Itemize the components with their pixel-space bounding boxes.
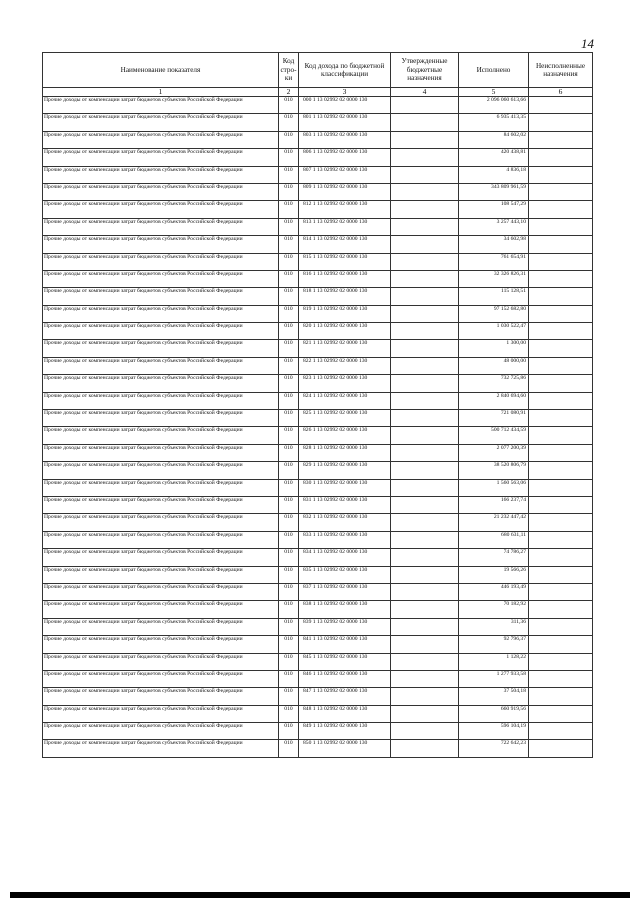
row-name-cell: Прочие доходы от компенсации затрат бюджетов субъектов Российской Федерации <box>43 375 279 392</box>
row-line-code-cell: 010 <box>279 479 299 496</box>
row-approved-cell <box>391 705 459 722</box>
row-line-code-cell: 010 <box>279 201 299 218</box>
row-executed-cell: 166 237,74 <box>459 496 529 513</box>
row-approved-cell <box>391 636 459 653</box>
row-line-code-cell: 010 <box>279 496 299 513</box>
row-income-code-cell: 818 1 13 02992 02 0000 130 <box>299 288 391 305</box>
row-unexecuted-cell <box>529 514 593 531</box>
row-executed-cell: 722 642,23 <box>459 740 529 757</box>
row-line-code-cell: 010 <box>279 514 299 531</box>
row-approved-cell <box>391 131 459 148</box>
row-line-code-cell: 010 <box>279 636 299 653</box>
table-row <box>43 670 593 687</box>
row-name-cell: Прочие доходы от компенсации затрат бюджетов субъектов Российской Федерации <box>43 740 279 757</box>
row-name-cell: Прочие доходы от компенсации затрат бюджетов субъектов Российской Федерации <box>43 270 279 287</box>
row-unexecuted-cell <box>529 723 593 740</box>
row-name-cell: Прочие доходы от компенсации затрат бюджетов субъектов Российской Федерации <box>43 531 279 548</box>
row-income-code-cell: 821 1 13 02992 02 0000 130 <box>299 340 391 357</box>
row-line-code-cell: 010 <box>279 566 299 583</box>
row-name-cell: Прочие доходы от компенсации затрат бюджетов субъектов Российской Федерации <box>43 583 279 600</box>
table-row <box>43 688 593 705</box>
row-executed-cell: 2 840 694,60 <box>459 392 529 409</box>
table-row <box>43 496 593 513</box>
row-income-code-cell: 815 1 13 02992 02 0000 130 <box>299 253 391 270</box>
row-unexecuted-cell <box>529 375 593 392</box>
row-income-code-cell: 833 1 13 02992 02 0000 130 <box>299 531 391 548</box>
table-body <box>43 97 593 758</box>
row-approved-cell <box>391 670 459 687</box>
row-line-code-cell: 010 <box>279 618 299 635</box>
header-name: Наименование показателя <box>43 53 279 88</box>
row-income-code-cell: 838 1 13 02992 02 0000 130 <box>299 601 391 618</box>
row-executed-cell: 1 560 563,06 <box>459 479 529 496</box>
row-executed-cell: 48 000,00 <box>459 357 529 374</box>
header-approved: Утвержденные бюджетные назначения <box>391 53 459 88</box>
row-unexecuted-cell <box>529 201 593 218</box>
row-executed-cell: 420 438,81 <box>459 149 529 166</box>
row-name-cell: Прочие доходы от компенсации затрат бюджетов субъектов Российской Федерации <box>43 670 279 687</box>
row-line-code-cell: 010 <box>279 183 299 200</box>
row-income-code-cell: 846 1 13 02992 02 0000 130 <box>299 670 391 687</box>
row-unexecuted-cell <box>529 427 593 444</box>
row-executed-cell: 660 919,56 <box>459 705 529 722</box>
row-income-code-cell: 819 1 13 02992 02 0000 130 <box>299 305 391 322</box>
row-name-cell: Прочие доходы от компенсации затрат бюджетов субъектов Российской Федерации <box>43 357 279 374</box>
row-line-code-cell: 010 <box>279 392 299 409</box>
row-approved-cell <box>391 253 459 270</box>
column-number-row <box>43 88 593 97</box>
budget-income-table <box>42 52 593 758</box>
row-line-code-cell: 010 <box>279 740 299 757</box>
row-executed-cell: 311,36 <box>459 618 529 635</box>
row-line-code-cell: 010 <box>279 166 299 183</box>
row-executed-cell: 761 654,91 <box>459 253 529 270</box>
row-unexecuted-cell <box>529 236 593 253</box>
row-line-code-cell: 010 <box>279 357 299 374</box>
row-executed-cell: 19 566,26 <box>459 566 529 583</box>
row-name-cell: Прочие доходы от компенсации затрат бюджетов субъектов Российской Федерации <box>43 149 279 166</box>
row-approved-cell <box>391 601 459 618</box>
header-income-code: Код дохода по бюджетной классификации <box>299 53 391 88</box>
row-name-cell: Прочие доходы от компенсации затрат бюджетов субъектов Российской Федерации <box>43 427 279 444</box>
row-name-cell: Прочие доходы от компенсации затрат бюджетов субъектов Российской Федерации <box>43 253 279 270</box>
table-row <box>43 479 593 496</box>
row-name-cell: Прочие доходы от компенсации затрат бюджетов субъектов Российской Федерации <box>43 444 279 461</box>
table-row <box>43 618 593 635</box>
row-executed-cell: 3 257 443,10 <box>459 218 529 235</box>
row-executed-cell: 74 786,27 <box>459 549 529 566</box>
row-unexecuted-cell <box>529 323 593 340</box>
table-row <box>43 583 593 600</box>
row-unexecuted-cell <box>529 410 593 427</box>
row-income-code-cell: 831 1 13 02992 02 0000 130 <box>299 496 391 513</box>
row-unexecuted-cell <box>529 653 593 670</box>
row-approved-cell <box>391 688 459 705</box>
table-row <box>43 392 593 409</box>
row-line-code-cell: 010 <box>279 583 299 600</box>
row-unexecuted-cell <box>529 270 593 287</box>
row-approved-cell <box>391 496 459 513</box>
row-name-cell: Прочие доходы от компенсации затрат бюджетов субъектов Российской Федерации <box>43 636 279 653</box>
row-income-code-cell: 809 1 13 02992 02 0000 130 <box>299 183 391 200</box>
table-row <box>43 566 593 583</box>
row-approved-cell <box>391 166 459 183</box>
row-name-cell: Прочие доходы от компенсации затрат бюджетов субъектов Российской Федерации <box>43 549 279 566</box>
row-income-code-cell: 837 1 13 02992 02 0000 130 <box>299 583 391 600</box>
row-approved-cell <box>391 375 459 392</box>
row-unexecuted-cell <box>529 705 593 722</box>
row-name-cell: Прочие доходы от компенсации затрат бюджетов субъектов Российской Федерации <box>43 201 279 218</box>
row-name-cell: Прочие доходы от компенсации затрат бюджетов субъектов Российской Федерации <box>43 618 279 635</box>
row-name-cell: Прочие доходы от компенсации затрат бюджетов субъектов Российской Федерации <box>43 479 279 496</box>
column-number: 3 <box>299 88 391 97</box>
row-name-cell: Прочие доходы от компенсации затрат бюджетов субъектов Российской Федерации <box>43 114 279 131</box>
row-approved-cell <box>391 549 459 566</box>
table-row <box>43 218 593 235</box>
row-unexecuted-cell <box>529 583 593 600</box>
row-executed-cell: 732 725,86 <box>459 375 529 392</box>
row-executed-cell: 2 077 200,39 <box>459 444 529 461</box>
row-unexecuted-cell <box>529 531 593 548</box>
row-line-code-cell: 010 <box>279 340 299 357</box>
page-number: 14 <box>581 36 594 51</box>
table-row <box>43 357 593 374</box>
row-name-cell: Прочие доходы от компенсации затрат бюджетов субъектов Российской Федерации <box>43 601 279 618</box>
row-approved-cell <box>391 531 459 548</box>
row-name-cell: Прочие доходы от компенсации затрат бюджетов субъектов Российской Федерации <box>43 514 279 531</box>
row-executed-cell: 343 809 961,59 <box>459 183 529 200</box>
table-row <box>43 601 593 618</box>
row-income-code-cell: 829 1 13 02992 02 0000 130 <box>299 462 391 479</box>
row-approved-cell <box>391 183 459 200</box>
row-income-code-cell: 839 1 13 02992 02 0000 130 <box>299 618 391 635</box>
row-unexecuted-cell <box>529 253 593 270</box>
row-unexecuted-cell <box>529 496 593 513</box>
row-line-code-cell: 010 <box>279 270 299 287</box>
table-row <box>43 114 593 131</box>
row-income-code-cell: 816 1 13 02992 02 0000 130 <box>299 270 391 287</box>
row-line-code-cell: 010 <box>279 218 299 235</box>
row-executed-cell: 34 602,98 <box>459 236 529 253</box>
row-executed-cell: 37 504,18 <box>459 688 529 705</box>
row-income-code-cell: 850 1 13 02992 02 0000 130 <box>299 740 391 757</box>
table-row <box>43 323 593 340</box>
row-approved-cell <box>391 653 459 670</box>
row-unexecuted-cell <box>529 549 593 566</box>
table-row <box>43 514 593 531</box>
row-executed-cell: 1 128,22 <box>459 653 529 670</box>
scan-bottom-edge <box>10 892 630 898</box>
row-line-code-cell: 010 <box>279 705 299 722</box>
row-unexecuted-cell <box>529 670 593 687</box>
row-executed-cell: 721 080,91 <box>459 410 529 427</box>
row-unexecuted-cell <box>529 183 593 200</box>
row-executed-cell: 1 277 933,58 <box>459 670 529 687</box>
row-approved-cell <box>391 323 459 340</box>
column-number: 2 <box>279 88 299 97</box>
row-approved-cell <box>391 392 459 409</box>
row-line-code-cell: 010 <box>279 531 299 548</box>
row-income-code-cell: 841 1 13 02992 02 0000 130 <box>299 636 391 653</box>
row-approved-cell <box>391 218 459 235</box>
row-income-code-cell: 834 1 13 02992 02 0000 130 <box>299 549 391 566</box>
row-executed-cell: 2 096 060 613,66 <box>459 97 529 114</box>
row-line-code-cell: 010 <box>279 427 299 444</box>
row-name-cell: Прочие доходы от компенсации затрат бюджетов субъектов Российской Федерации <box>43 131 279 148</box>
row-approved-cell <box>391 114 459 131</box>
row-income-code-cell: 824 1 13 02992 02 0000 130 <box>299 392 391 409</box>
row-line-code-cell: 010 <box>279 444 299 461</box>
table-row <box>43 427 593 444</box>
row-line-code-cell: 010 <box>279 288 299 305</box>
row-line-code-cell: 010 <box>279 114 299 131</box>
row-income-code-cell: 807 1 13 02992 02 0000 130 <box>299 166 391 183</box>
row-unexecuted-cell <box>529 444 593 461</box>
row-income-code-cell: 828 1 13 02992 02 0000 130 <box>299 444 391 461</box>
row-income-code-cell: 813 1 13 02992 02 0000 130 <box>299 218 391 235</box>
row-approved-cell <box>391 583 459 600</box>
row-line-code-cell: 010 <box>279 723 299 740</box>
row-line-code-cell: 010 <box>279 305 299 322</box>
row-name-cell: Прочие доходы от компенсации затрат бюджетов субъектов Российской Федерации <box>43 688 279 705</box>
row-approved-cell <box>391 566 459 583</box>
row-line-code-cell: 010 <box>279 601 299 618</box>
row-executed-cell: 596 104,19 <box>459 723 529 740</box>
row-line-code-cell: 010 <box>279 131 299 148</box>
row-unexecuted-cell <box>529 131 593 148</box>
row-line-code-cell: 010 <box>279 97 299 114</box>
row-executed-cell: 97 152 682,80 <box>459 305 529 322</box>
row-name-cell: Прочие доходы от компенсации затрат бюджетов субъектов Российской Федерации <box>43 462 279 479</box>
row-unexecuted-cell <box>529 740 593 757</box>
row-unexecuted-cell <box>529 340 593 357</box>
row-unexecuted-cell <box>529 357 593 374</box>
table-row <box>43 410 593 427</box>
row-income-code-cell: 847 1 13 02992 02 0000 130 <box>299 688 391 705</box>
row-name-cell: Прочие доходы от компенсации затрат бюджетов субъектов Российской Федерации <box>43 97 279 114</box>
row-approved-cell <box>391 340 459 357</box>
row-approved-cell <box>391 305 459 322</box>
row-executed-cell: 500 712 434,59 <box>459 427 529 444</box>
column-number: 1 <box>43 88 279 97</box>
row-name-cell: Прочие доходы от компенсации затрат бюджетов субъектов Российской Федерации <box>43 723 279 740</box>
row-executed-cell: 92 796,37 <box>459 636 529 653</box>
row-executed-cell: 115 128,51 <box>459 288 529 305</box>
row-line-code-cell: 010 <box>279 410 299 427</box>
row-unexecuted-cell <box>529 305 593 322</box>
row-income-code-cell: 849 1 13 02992 02 0000 130 <box>299 723 391 740</box>
table-row <box>43 723 593 740</box>
row-approved-cell <box>391 427 459 444</box>
row-income-code-cell: 806 1 13 02992 02 0000 130 <box>299 149 391 166</box>
row-income-code-cell: 801 1 13 02992 02 0000 130 <box>299 114 391 131</box>
row-line-code-cell: 010 <box>279 236 299 253</box>
row-unexecuted-cell <box>529 288 593 305</box>
row-approved-cell <box>391 444 459 461</box>
row-name-cell: Прочие доходы от компенсации затрат бюджетов субъектов Российской Федерации <box>43 183 279 200</box>
table-row <box>43 340 593 357</box>
row-line-code-cell: 010 <box>279 149 299 166</box>
row-income-code-cell: 830 1 13 02992 02 0000 130 <box>299 479 391 496</box>
row-approved-cell <box>391 357 459 374</box>
table-row <box>43 288 593 305</box>
row-approved-cell <box>391 618 459 635</box>
row-unexecuted-cell <box>529 166 593 183</box>
row-approved-cell <box>391 270 459 287</box>
row-line-code-cell: 010 <box>279 375 299 392</box>
row-approved-cell <box>391 479 459 496</box>
table-row <box>43 236 593 253</box>
row-income-code-cell: 826 1 13 02992 02 0000 130 <box>299 427 391 444</box>
row-name-cell: Прочие доходы от компенсации затрат бюджетов субъектов Российской Федерации <box>43 340 279 357</box>
row-executed-cell: 1 030 522,47 <box>459 323 529 340</box>
row-name-cell: Прочие доходы от компенсации затрат бюджетов субъектов Российской Федерации <box>43 653 279 670</box>
table-row <box>43 253 593 270</box>
row-executed-cell: 32 326 826,31 <box>459 270 529 287</box>
column-number: 6 <box>529 88 593 97</box>
table-row <box>43 549 593 566</box>
header-line-code: Код стро-ки <box>279 53 299 88</box>
row-income-code-cell: 823 1 13 02992 02 0000 130 <box>299 375 391 392</box>
table-row <box>43 305 593 322</box>
row-executed-cell: 1 300,00 <box>459 340 529 357</box>
row-name-cell: Прочие доходы от компенсации затрат бюджетов субъектов Российской Федерации <box>43 705 279 722</box>
row-line-code-cell: 010 <box>279 653 299 670</box>
column-number: 5 <box>459 88 529 97</box>
row-line-code-cell: 010 <box>279 688 299 705</box>
row-executed-cell: 84 602,02 <box>459 131 529 148</box>
row-income-code-cell: 812 1 13 02992 02 0000 130 <box>299 201 391 218</box>
table-row <box>43 444 593 461</box>
table-row <box>43 375 593 392</box>
row-income-code-cell: 814 1 13 02992 02 0000 130 <box>299 236 391 253</box>
table-row <box>43 462 593 479</box>
row-name-cell: Прочие доходы от компенсации затрат бюджетов субъектов Российской Федерации <box>43 566 279 583</box>
row-unexecuted-cell <box>529 149 593 166</box>
row-executed-cell: 680 631,11 <box>459 531 529 548</box>
row-name-cell: Прочие доходы от компенсации затрат бюджетов субъектов Российской Федерации <box>43 323 279 340</box>
row-unexecuted-cell <box>529 688 593 705</box>
row-unexecuted-cell <box>529 566 593 583</box>
row-approved-cell <box>391 236 459 253</box>
row-name-cell: Прочие доходы от компенсации затрат бюджетов субъектов Российской Федерации <box>43 496 279 513</box>
column-number: 4 <box>391 88 459 97</box>
row-approved-cell <box>391 740 459 757</box>
row-income-code-cell: 822 1 13 02992 02 0000 130 <box>299 357 391 374</box>
row-line-code-cell: 010 <box>279 670 299 687</box>
row-line-code-cell: 010 <box>279 462 299 479</box>
row-name-cell: Прочие доходы от компенсации затрат бюджетов субъектов Российской Федерации <box>43 305 279 322</box>
row-unexecuted-cell <box>529 479 593 496</box>
row-approved-cell <box>391 149 459 166</box>
row-name-cell: Прочие доходы от компенсации затрат бюджетов субъектов Российской Федерации <box>43 236 279 253</box>
row-executed-cell: 4 836,18 <box>459 166 529 183</box>
row-approved-cell <box>391 410 459 427</box>
header-unexecuted: Неисполненные назначения <box>529 53 593 88</box>
row-line-code-cell: 010 <box>279 253 299 270</box>
row-line-code-cell: 010 <box>279 549 299 566</box>
row-executed-cell: 6 935 413,35 <box>459 114 529 131</box>
table-header-row <box>43 53 593 88</box>
table-row <box>43 131 593 148</box>
row-approved-cell <box>391 514 459 531</box>
row-executed-cell: 446 193,49 <box>459 583 529 600</box>
row-unexecuted-cell <box>529 392 593 409</box>
row-name-cell: Прочие доходы от компенсации затрат бюджетов субъектов Российской Федерации <box>43 288 279 305</box>
table-row <box>43 166 593 183</box>
row-unexecuted-cell <box>529 114 593 131</box>
row-approved-cell <box>391 723 459 740</box>
row-approved-cell <box>391 288 459 305</box>
table-row <box>43 705 593 722</box>
row-unexecuted-cell <box>529 462 593 479</box>
table-row <box>43 201 593 218</box>
row-name-cell: Прочие доходы от компенсации затрат бюджетов субъектов Российской Федерации <box>43 218 279 235</box>
row-income-code-cell: 803 1 13 02992 02 0000 130 <box>299 131 391 148</box>
row-income-code-cell: 832 1 13 02992 02 0000 130 <box>299 514 391 531</box>
row-name-cell: Прочие доходы от компенсации затрат бюджетов субъектов Российской Федерации <box>43 166 279 183</box>
row-approved-cell <box>391 97 459 114</box>
row-unexecuted-cell <box>529 618 593 635</box>
row-unexecuted-cell <box>529 636 593 653</box>
row-executed-cell: 21 232 447,42 <box>459 514 529 531</box>
row-income-code-cell: 845 1 13 02992 02 0000 130 <box>299 653 391 670</box>
row-unexecuted-cell <box>529 601 593 618</box>
row-executed-cell: 70 182,92 <box>459 601 529 618</box>
row-executed-cell: 38 520 806,79 <box>459 462 529 479</box>
row-income-code-cell: 848 1 13 02992 02 0000 130 <box>299 705 391 722</box>
table-row <box>43 636 593 653</box>
row-name-cell: Прочие доходы от компенсации затрат бюджетов субъектов Российской Федерации <box>43 392 279 409</box>
row-income-code-cell: 825 1 13 02992 02 0000 130 <box>299 410 391 427</box>
table-row <box>43 97 593 114</box>
row-income-code-cell: 000 1 13 02992 02 0000 130 <box>299 97 391 114</box>
row-executed-cell: 108 547,29 <box>459 201 529 218</box>
table-row <box>43 270 593 287</box>
row-name-cell: Прочие доходы от компенсации затрат бюджетов субъектов Российской Федерации <box>43 410 279 427</box>
row-approved-cell <box>391 462 459 479</box>
table-row <box>43 183 593 200</box>
row-income-code-cell: 820 1 13 02992 02 0000 130 <box>299 323 391 340</box>
row-line-code-cell: 010 <box>279 323 299 340</box>
table-row <box>43 531 593 548</box>
row-income-code-cell: 835 1 13 02992 02 0000 130 <box>299 566 391 583</box>
row-unexecuted-cell <box>529 97 593 114</box>
table-row <box>43 653 593 670</box>
table-row <box>43 740 593 757</box>
row-unexecuted-cell <box>529 218 593 235</box>
row-approved-cell <box>391 201 459 218</box>
header-executed: Исполнено <box>459 53 529 88</box>
table-row <box>43 149 593 166</box>
